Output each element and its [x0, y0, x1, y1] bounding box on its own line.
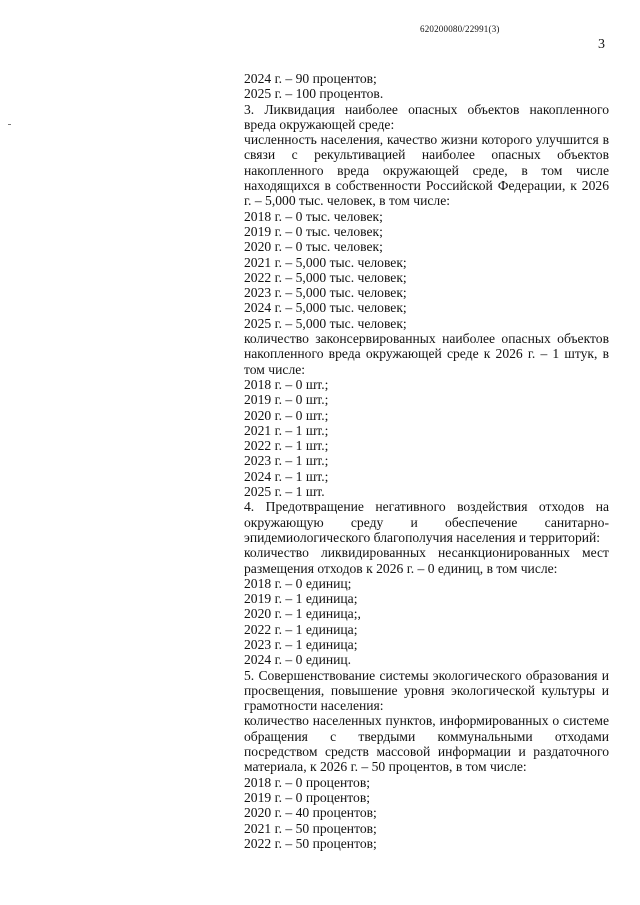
- text-line: 2024 г. – 90 процентов;: [244, 71, 377, 86]
- text-line: 2024 г. – 1 шт.;: [244, 468, 329, 484]
- text-line: 2024 г. – 5,000 тыс. человек;: [244, 300, 407, 316]
- indicator-text: количество населенных пунктов, информированных о системе обращения с твердыми коммунальными отходами посредством средств массовой информации и раздаточного материала, к 2026 г. – 50 процентов, в том числе:: [244, 713, 609, 775]
- text-line: 2022 г. – 5,000 тыс. человек;: [244, 269, 407, 285]
- text-line: 2020 г. – 1 единица;,: [244, 606, 361, 622]
- text-line: 2022 г. – 1 шт.;: [244, 438, 329, 454]
- text-line: 2020 г. – 0 шт.;: [244, 407, 329, 423]
- text-line: 2023 г. – 1 шт.;: [244, 453, 329, 469]
- text-line: 2019 г. – 0 тыс. человек;: [244, 223, 383, 239]
- text-line: 2021 г. – 5,000 тыс. человек;: [244, 254, 407, 270]
- text-line: 2019 г. – 0 процентов;: [244, 789, 371, 805]
- text-line: 2019 г. – 1 единица;: [244, 591, 358, 607]
- text-line: 2025 г. – 5,000 тыс. человек;: [244, 315, 407, 331]
- section-heading: 3. Ликвидация наиболее опасных объектов накопленного вреда окружающей среде:: [244, 101, 609, 132]
- text-line: 2021 г. – 1 шт.;: [244, 422, 329, 438]
- text-line: 2018 г. – 0 процентов;: [244, 774, 371, 790]
- indicator-text: численность населения, качество жизни которого улучшится в связи с рекультивацией наиболее опасных объектов накопленного вреда окружающей среде, в том числе находящихся в собственности Российской Федерации, к 2026 г. – 5,000 тыс. человек, в том числе:: [244, 132, 609, 209]
- indicator-text: количество законсервированных наиболее опасных объектов накопленного вреда окружающей среде к 2026 г. – 1 штук, в том числе:: [244, 331, 609, 377]
- text-line: 2018 г. – 0 тыс. человек;: [244, 208, 383, 224]
- text-line: 2018 г. – 0 шт.;: [244, 376, 329, 392]
- text-line: 2024 г. – 0 единиц.: [244, 652, 352, 668]
- document-body: [244, 71, 609, 851]
- page-number: 3: [598, 37, 605, 52]
- text-line: 2019 г. – 0 шт.;: [244, 392, 329, 408]
- text-line: 2018 г. – 0 единиц;: [244, 575, 352, 591]
- section-heading: 5. Совершенствование системы экологического образования и просвещения, повышение уровня экологической культуры и грамотности населения:: [244, 667, 609, 714]
- text-line: 2023 г. – 5,000 тыс. человек;: [244, 285, 407, 301]
- margin-mark: [8, 124, 11, 125]
- text-line: 2023 г. – 1 единица;: [244, 636, 358, 652]
- section-heading: 4. Предотвращение негативного воздействия отходов на окружающую среду и обеспечение санитарно-эпидемиологического благополучия населения и территорий:: [244, 499, 609, 545]
- text-line: 2020 г. – 40 процентов;: [244, 805, 377, 821]
- indicator-text: количество ликвидированных несанкционированных мест размещения отходов к 2026 г. – 0 единиц, в том числе:: [244, 545, 609, 576]
- text-line: 2025 г. – 1 шт.: [244, 484, 325, 500]
- text-line: 2022 г. – 1 единица;: [244, 621, 358, 637]
- text-line: 2020 г. – 0 тыс. человек;: [244, 239, 383, 255]
- text-line: 2025 г. – 100 процентов.: [244, 86, 384, 102]
- document-id: 620200080/22991(3): [420, 24, 500, 34]
- text-line: 2022 г. – 50 процентов;: [244, 835, 377, 851]
- text-line: 2021 г. – 50 процентов;: [244, 820, 377, 836]
